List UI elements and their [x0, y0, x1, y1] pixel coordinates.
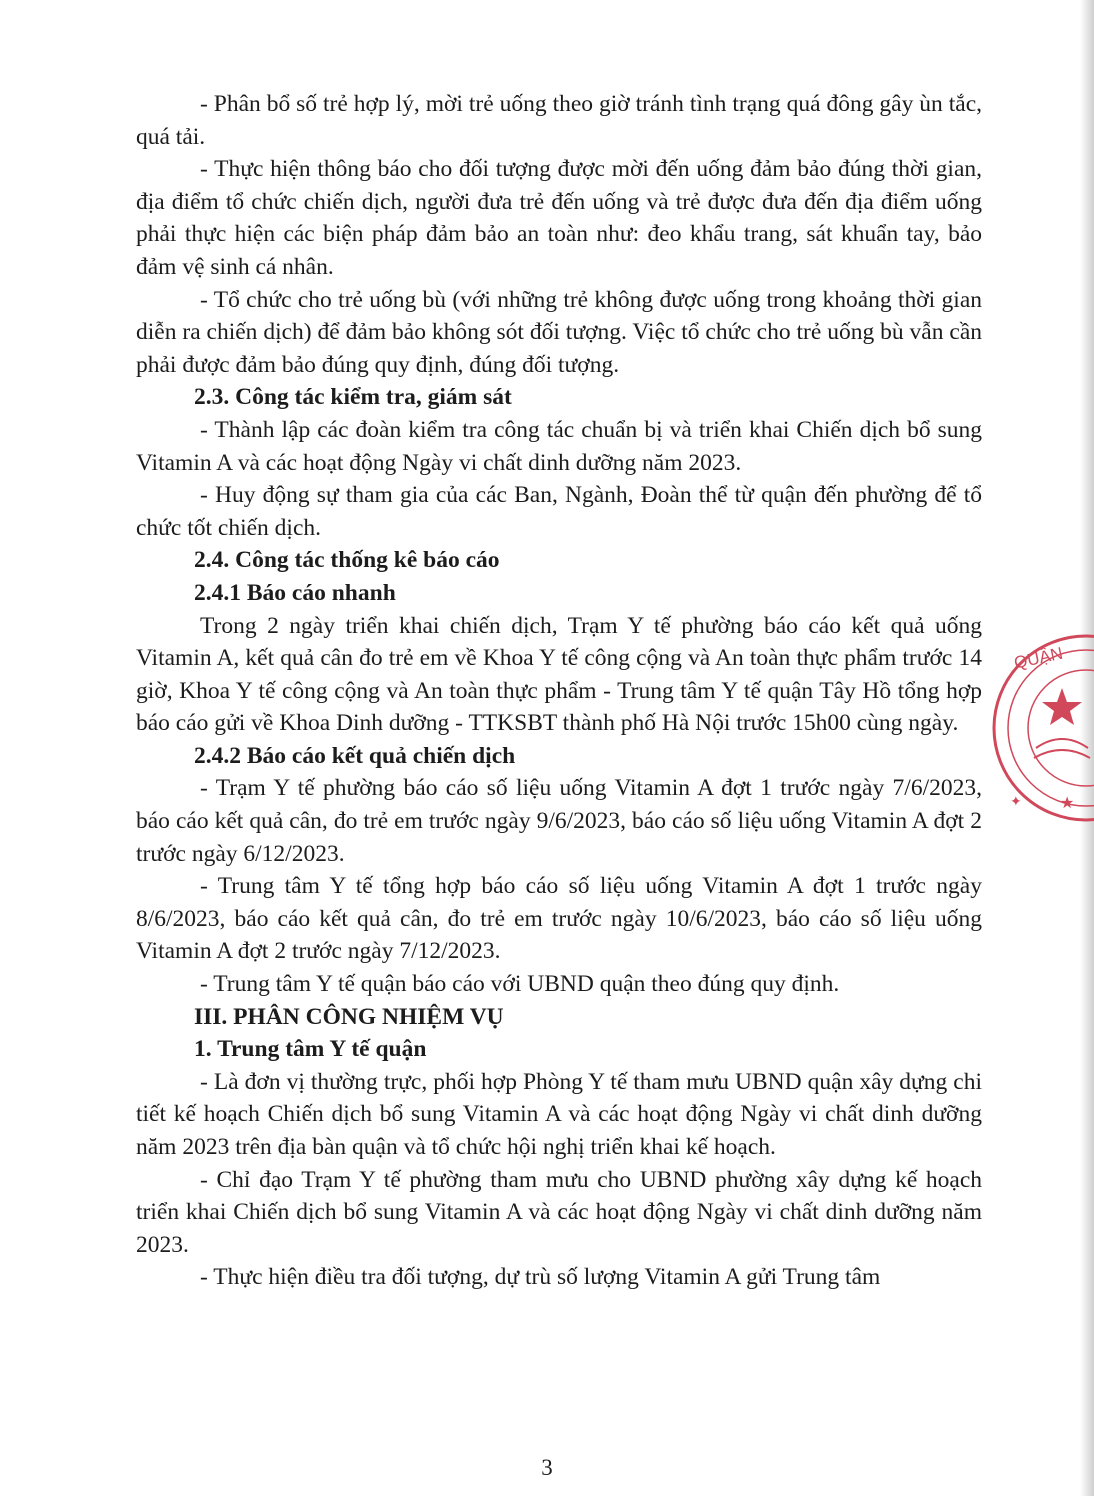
page-number: 3 — [541, 1455, 553, 1480]
paragraph: - Thành lập các đoàn kiểm tra công tác chuẩn bị và triển khai Chiến dịch bổ sung Vitamin A và các hoạt động Ngày vi chất dinh dưỡng năm 2023. — [136, 416, 982, 476]
document-body — [0, 88, 1094, 1294]
section-heading: 2.4. Công tác thống kê báo cáo — [194, 547, 500, 574]
paragraph: - Trung tâm Y tế quận báo cáo với UBND quận theo đúng quy định. — [200, 971, 840, 998]
paragraph: - Phân bổ số trẻ hợp lý, mời trẻ uống theo giờ tránh tình trạng quá đông gây ùn tắc, quá tải. — [136, 91, 982, 150]
paragraph: - Tổ chức cho trẻ uống bù (với những trẻ không được uống trong khoảng thời gian diễn ra chiến dịch) để đảm bảo không sót đối tượng. Việc tổ chức cho trẻ uống bù vẫn cần phải được đảm bảo đúng quy định, đúng đối tượng. — [136, 286, 982, 378]
svg-text:★: ★ — [1060, 795, 1075, 812]
paragraph: - Trạm Y tế phường báo cáo số liệu uống Vitamin A đợt 1 trước ngày 7/6/2023, báo cáo kết quả cân, đo trẻ em trước ngày 9/6/2023, báo cáo số liệu uống Vitamin A đợt 2 trước ngày 6/12/2023. — [136, 775, 982, 867]
section-heading: 2.4.1 Báo cáo nhanh — [194, 579, 396, 606]
section-heading: 1. Trung tâm Y tế quận — [194, 1036, 427, 1063]
paragraph: - Thực hiện điều tra đối tượng, dự trù số lượng Vitamin A gửi Trung tâm — [200, 1264, 881, 1291]
paragraph: Trong 2 ngày triển khai chiến dịch, Trạm Y tế phường báo cáo kết quả uống Vitamin A, kết quả cân đo trẻ em về Khoa Y tế công cộng và An toàn thực phẩm trước 14 giờ, Khoa Y tế công cộng và An toàn thực phẩm - Trung tâm Y tế quận Tây Hồ tổng hợp báo cáo gửi về Khoa Dinh dưỡng - TTKSBT thành phố Hà Nội trước 15h00 cùng ngày. — [136, 612, 982, 737]
seal-text: QUẬN — [1012, 643, 1065, 673]
section-heading: 2.4.2 Báo cáo kết quả chiến dịch — [194, 742, 516, 769]
paragraph: - Thực hiện thông báo cho đối tượng được mời đến uống đảm bảo đúng thời gian, địa điểm tổ chức chiến dịch, người đưa trẻ đến uống và trẻ được đưa đến địa điểm uống phải thực hiện các biện pháp đảm bảo an toàn như: đeo khẩu trang, sát khuẩn tay, bảo đảm vệ sinh cá nhân. — [136, 156, 982, 280]
seal-star-icon — [1042, 688, 1082, 725]
section-heading: III. PHÂN CÔNG NHIỆM VỤ — [194, 1003, 504, 1030]
svg-text:✦: ✦ — [1010, 793, 1022, 809]
paragraph: - Huy động sự tham gia của các Ban, Ngành, Đoàn thể từ quận đến phường để tổ chức tốt chiến dịch. — [136, 482, 982, 541]
paragraph: - Trung tâm Y tế tổng hợp báo cáo số liệu uống Vitamin A đợt 1 trước ngày 8/6/2023, báo cáo kết quả cân, đo trẻ em trước ngày 10/6/2023, báo cáo số liệu uống Vitamin A đợt 2 trước ngày 7/12/2023. — [136, 873, 982, 965]
section-heading: 2.3. Công tác kiểm tra, giám sát — [194, 384, 512, 411]
paragraph: - Chỉ đạo Trạm Y tế phường tham mưu cho UBND phường xây dựng kế hoạch triển khai Chiến dịch bổ sung Vitamin A và các hoạt động Ngày vi chất dinh dưỡng năm 2023. — [136, 1166, 982, 1258]
red-seal-stamp — [986, 628, 1094, 828]
paragraph: - Là đơn vị thường trực, phối hợp Phòng Y tế tham mưu UBND quận xây dựng chi tiết kế hoạch Chiến dịch bổ sung Vitamin A và các hoạt động Ngày vi chất dinh dưỡng năm 2023 trên địa bàn quận và tổ chức hội nghị triển khai kế hoạch. — [136, 1068, 982, 1160]
